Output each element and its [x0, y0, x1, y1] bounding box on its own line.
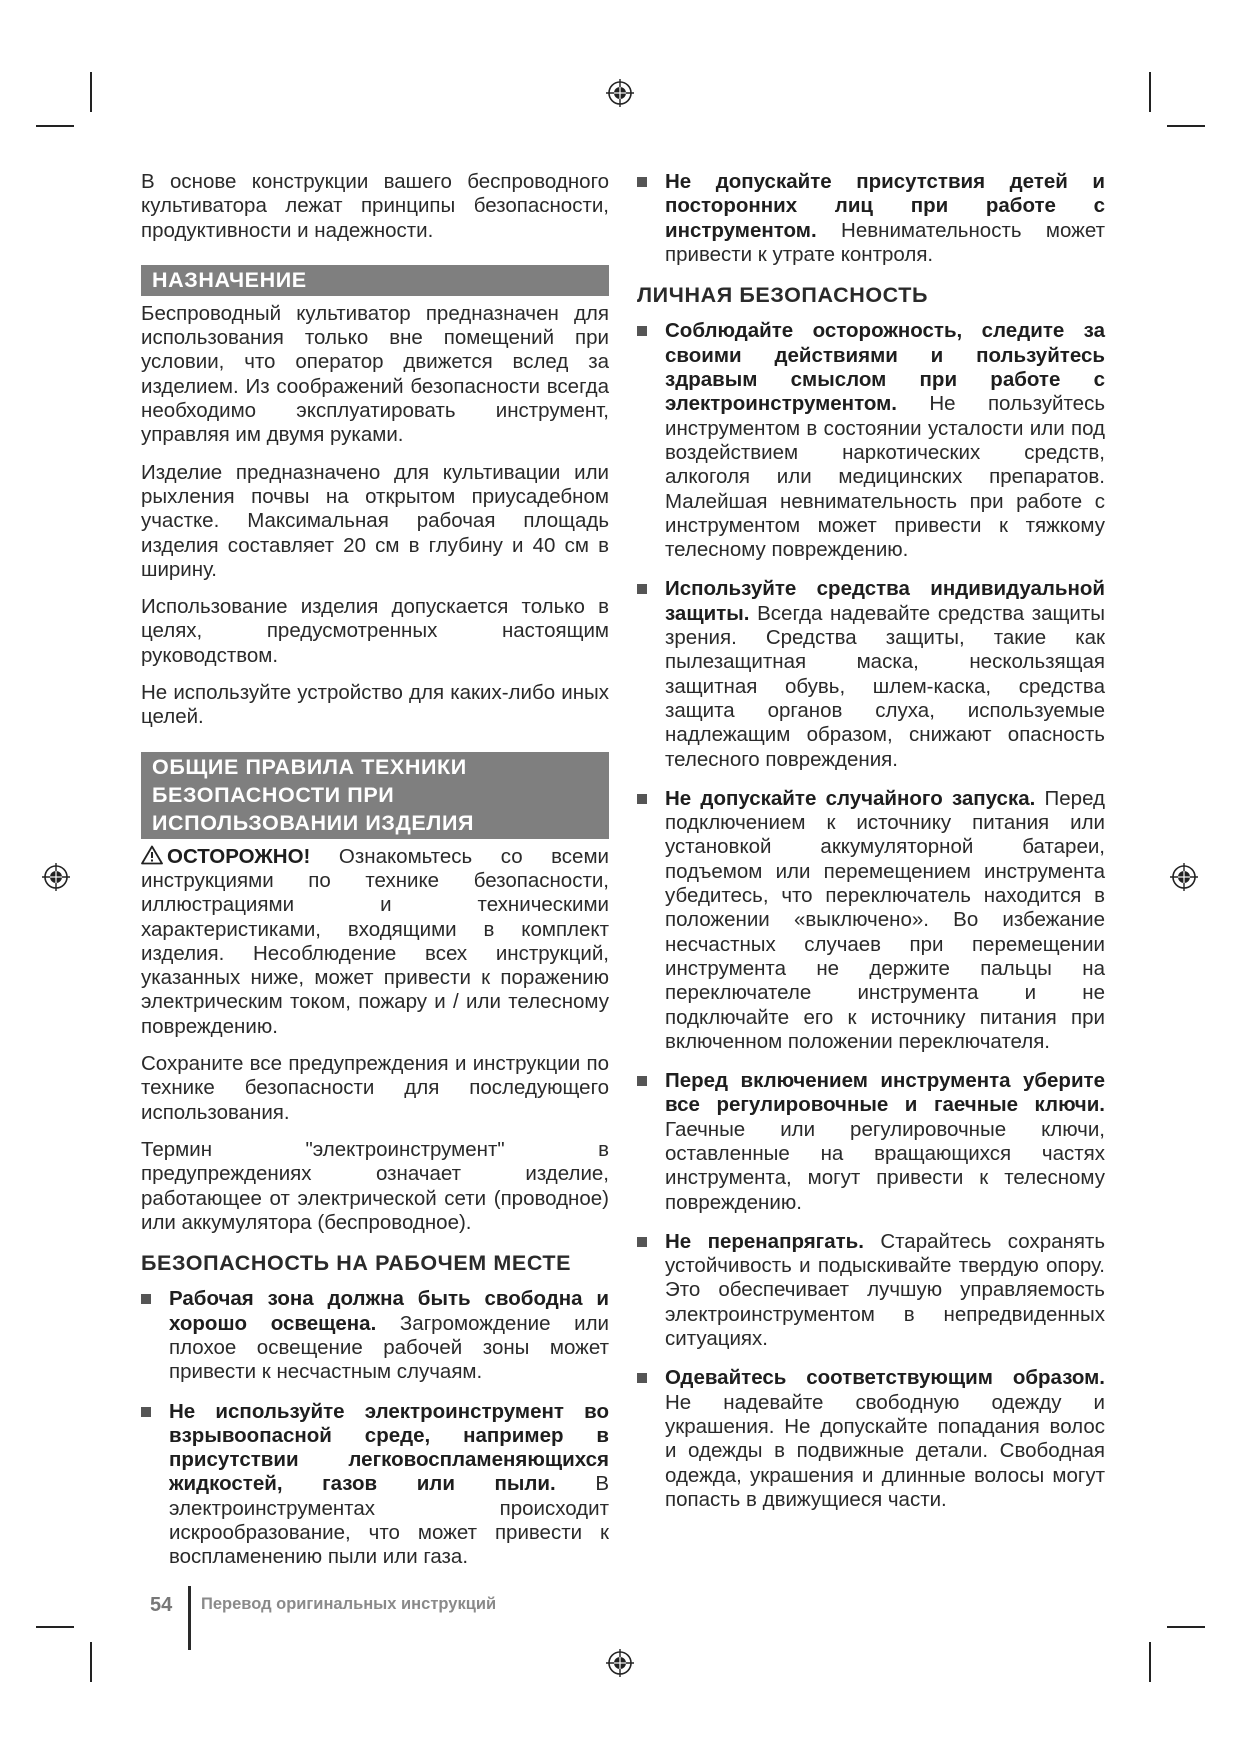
bullet-text: Невнимательность может привести к утрате контроля. — [665, 218, 1105, 266]
list-item — [141, 1400, 609, 1570]
bullet-bold-text: Рабочая зона должна быть свободна и хорошо освещена. — [169, 1287, 609, 1335]
warning-label: ОСТОРОЖНО! — [167, 844, 311, 868]
right-column — [637, 170, 1105, 1527]
general-rules-heading-line-1: ОБЩИЕ ПРАВИЛА ТЕХНИКИ — [152, 754, 467, 779]
purpose-paragraph-4: Не используйте устройство для каких-либо иных целей. — [141, 681, 609, 729]
list-item — [637, 577, 1105, 771]
bullet-bold-text: Перед включением инструмента уберите все регулировочные и гаечные ключи. — [665, 1069, 1105, 1117]
list-item — [637, 1230, 1105, 1351]
personal-safety-heading: ЛИЧНАЯ БЕЗОПАСНОСТЬ — [637, 283, 929, 308]
bullet-text: Перед подключением к источнику питания или установкой аккумуляторной батареи, подъемом или перемещением инструмента убедитесь, что переключатель находится в положении «выключено». Во избежание несчастных случаев при перемещении инструмента не держите пальцы на переключателе инструмента и не подключайте его к источнику питания при включенном положении переключателя. — [665, 786, 1105, 1053]
square-bullet — [637, 1373, 647, 1383]
crop-mark — [36, 1626, 74, 1628]
square-bullet — [637, 1237, 647, 1247]
registration-mark-right — [1169, 862, 1199, 892]
square-bullet — [141, 1407, 151, 1417]
general-rules-heading-line-3: ИСПОЛЬЗОВАНИИ ИЗДЕЛИЯ — [152, 810, 475, 835]
bullet-bold-text: Одевайтесь соответствующим образом. — [665, 1366, 1105, 1390]
list-item — [637, 1069, 1105, 1215]
general-rules-heading-line-2: БЕЗОПАСНОСТИ ПРИ — [152, 782, 395, 807]
intro-paragraph: В основе конструкции вашего беспроводного культиватора лежат принципы безопасности, продуктивности и надежности. — [141, 170, 609, 242]
crop-mark — [1149, 72, 1151, 112]
crosshair-target-icon — [41, 862, 71, 892]
purpose-paragraph-3: Использование изделия допускается только в целях, предусмотренных настоящим руководством. — [141, 595, 609, 667]
square-bullet — [637, 326, 647, 336]
registration-mark-left — [41, 862, 71, 892]
page-number: 54 — [150, 1594, 173, 1616]
registration-mark-top — [605, 78, 635, 108]
registration-mark-bottom — [605, 1648, 635, 1678]
bullet-bold-text: Не используйте электроинструмент во взрывоопасной среде, например в присутствии легковоспламеняющихся жидкостей, газов или пыли. — [169, 1399, 609, 1496]
bullet-bold-text: Не перенапрягать. — [665, 1229, 864, 1253]
save-instructions-paragraph: Сохраните все предупреждения и инструкции по технике безопасности для последующего использования. — [141, 1052, 609, 1124]
warning-text: Ознакомьтесь со всеми инструкциями по технике безопасности, иллюстрациями и техническими характеристиками, входящими в комплект изделия. Несоблюдение всех инструкций, указанных ниже, может привести к поражению электрическим током, пожару и / или телесному повреждению. — [141, 844, 609, 1038]
crop-mark — [90, 1642, 92, 1682]
purpose-heading: НАЗНАЧЕНИЕ — [141, 265, 609, 296]
bullet-text: Гаечные или регулировочные ключи, оставленные на вращающихся частях инструмента, могут привести к телесному повреждению. — [665, 1117, 1105, 1214]
bullet-text: Не пользуйтесь инструментом в состоянии усталости или под воздействием наркотических средств, алкоголя или медицинских препаратов. Малейшая невнимательность при работе с инструментом может привести к тяжкому телесному повреждению. — [665, 392, 1105, 562]
crop-mark — [36, 125, 74, 127]
list-item — [637, 1366, 1105, 1512]
list-item — [637, 319, 1105, 562]
list-item — [141, 1287, 609, 1384]
square-bullet — [637, 1076, 647, 1086]
warning-paragraph — [141, 845, 609, 1039]
warning-triangle-icon — [141, 845, 163, 865]
purpose-paragraph-1: Беспроводный культиватор предназначен для использования только вне помещений при условии, что оператор движется вслед за изделием. Из соображений безопасности всегда необходимо эксплуатировать инструмент, управляя им двумя руками. — [141, 301, 609, 447]
square-bullet — [637, 584, 647, 594]
crop-mark — [1149, 1642, 1151, 1682]
crop-mark — [1167, 1626, 1205, 1628]
crosshair-target-icon — [605, 1648, 635, 1678]
bullet-text: Загромождение или плохое освещение рабочей зоны может привести к несчастным случаям. — [169, 1311, 609, 1384]
square-bullet — [141, 1294, 151, 1304]
crosshair-target-icon — [605, 78, 635, 108]
list-item — [637, 170, 1105, 267]
general-rules-heading — [141, 752, 609, 839]
footer-text: Перевод оригинальных инструкций — [201, 1595, 497, 1613]
bullet-text: В электроинструментах происходит искрообразование, что может привести к воспламенению пыли или газа. — [169, 1472, 609, 1569]
bullet-bold-text: Не допускайте случайного запуска. — [665, 786, 1036, 810]
purpose-paragraph-2: Изделие предназначено для культивации или рыхления почвы на открытом приусадебном участке. Максимальная рабочая площадь изделия составляет 20 см в глубину и 40 см в ширину. — [141, 460, 609, 581]
workplace-safety-heading: БЕЗОПАСНОСТЬ НА РАБОЧЕМ МЕСТЕ — [141, 1251, 572, 1276]
left-column — [141, 170, 609, 1585]
bullet-text: Не надевайте свободную одежду и украшения. Не допускайте попадания волос и одежды в подвижные детали. Свободная одежда, украшения и длинные волосы могут попасть в движущиеся части. — [665, 1390, 1105, 1511]
crosshair-target-icon — [1169, 862, 1199, 892]
square-bullet — [637, 177, 647, 187]
crop-mark — [90, 72, 92, 112]
bullet-text: Всегда надевайте средства защиты зрения. Средства защиты, такие как пылезащитная маска, нескользящая защитная обувь, шлем-каска, средства защита органов слуха, используемые надлежащим образом, снижают опасность телесного повреждения. — [665, 601, 1105, 771]
footer-divider — [188, 1586, 191, 1650]
list-item — [637, 787, 1105, 1054]
bullet-bold-text: Используйте средства индивидуальной защиты. — [665, 577, 1105, 625]
square-bullet — [637, 794, 647, 804]
bullet-bold-text: Соблюдайте осторожность, следите за своими действиями и пользуйтесь здравым смыслом при работе с электроинструментом. — [665, 319, 1105, 416]
bullet-text: Старайтесь сохранять устойчивость и подыскивайте твердую опору. Это обеспечивает лучшую управляемость электроинструментом в непредвиденных ситуациях. — [665, 1229, 1106, 1351]
term-definition-paragraph: Термин "электроинструмент" в предупреждениях означает изделие, работающее от электрической сети (проводное) или аккумулятора (беспроводное). — [141, 1137, 609, 1234]
bullet-bold-text: Не допускайте присутствия детей и посторонних лиц при работе с инструментом. — [665, 170, 1105, 242]
crop-mark — [1167, 125, 1205, 127]
